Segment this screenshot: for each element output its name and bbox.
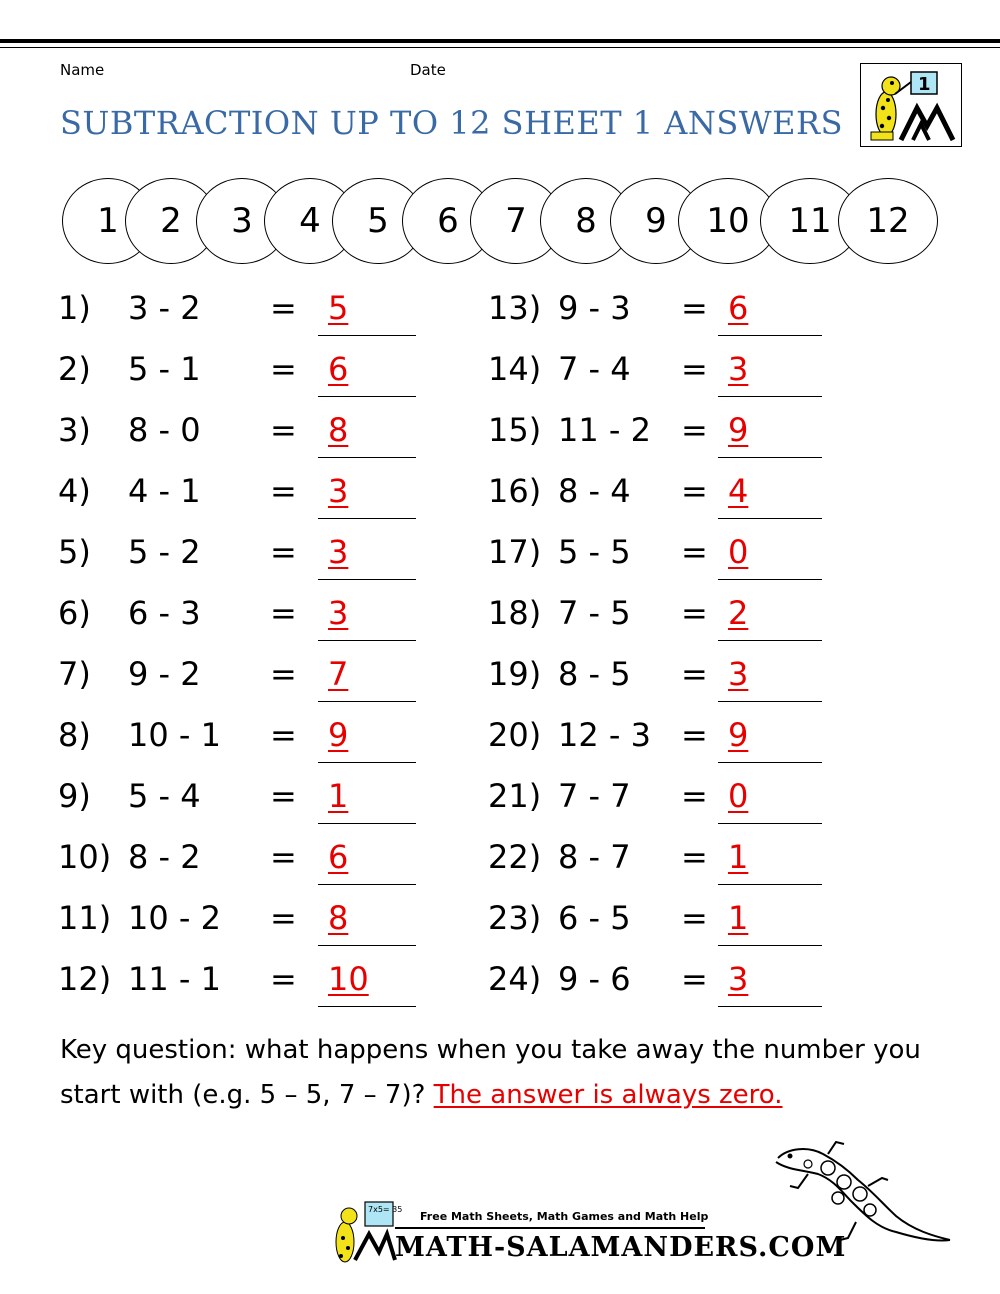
- answer-line: [318, 640, 416, 641]
- problem-row: [488, 349, 868, 389]
- problem-expression: 7 - 5: [558, 594, 631, 632]
- problem-number: 9): [58, 777, 91, 815]
- problem-answer: 8: [328, 899, 349, 937]
- problem-row: [488, 898, 868, 938]
- problem-number: 2): [58, 350, 91, 388]
- problem-row: [488, 532, 868, 572]
- problem-row: [488, 837, 868, 877]
- problem-row: [488, 654, 868, 694]
- equals-sign: =: [681, 350, 708, 388]
- problem-row: [58, 959, 438, 999]
- top-rule-thick: [0, 39, 1000, 43]
- salamander-logo-icon: [860, 63, 962, 147]
- problem-answer: 0: [728, 533, 749, 571]
- problem-number: 18): [488, 594, 542, 632]
- problem-expression: 11 - 1: [128, 960, 221, 998]
- number-line-item: 9: [610, 178, 702, 264]
- problem-row: [58, 898, 438, 938]
- problem-number: 7): [58, 655, 91, 693]
- problem-number: 14): [488, 350, 542, 388]
- problem-row: [488, 471, 868, 511]
- equals-sign: =: [270, 350, 297, 388]
- problem-number: 16): [488, 472, 542, 510]
- answer-line: [718, 884, 822, 885]
- problem-answer: 6: [728, 289, 749, 327]
- problem-expression: 9 - 6: [558, 960, 631, 998]
- key-question-answer: The answer is always zero.: [433, 1080, 783, 1110]
- problem-expression: 5 - 5: [558, 533, 631, 571]
- problem-expression: 6 - 5: [558, 899, 631, 937]
- problem-number: 5): [58, 533, 91, 571]
- name-label: Name: [60, 61, 105, 79]
- equals-sign: =: [270, 655, 297, 693]
- number-line-item: 10: [678, 178, 778, 264]
- problem-answer: 2: [728, 594, 749, 632]
- equals-sign: =: [681, 472, 708, 510]
- problem-row: [58, 593, 438, 633]
- problem-number: 15): [488, 411, 542, 449]
- equals-sign: =: [270, 777, 297, 815]
- problem-number: 22): [488, 838, 542, 876]
- problem-expression: 10 - 1: [128, 716, 221, 754]
- problem-number: 23): [488, 899, 542, 937]
- answer-line: [718, 640, 822, 641]
- equals-sign: =: [681, 533, 708, 571]
- equals-sign: =: [270, 289, 297, 327]
- problem-expression: 5 - 4: [128, 777, 201, 815]
- number-line-item: 7: [470, 178, 562, 264]
- answer-line: [718, 457, 822, 458]
- equals-sign: =: [681, 716, 708, 754]
- problem-row: [58, 776, 438, 816]
- problem-row: [58, 837, 438, 877]
- problem-number: 4): [58, 472, 91, 510]
- equals-sign: =: [270, 899, 297, 937]
- problem-expression: 9 - 2: [128, 655, 201, 693]
- problem-answer: 3: [328, 594, 349, 632]
- problem-number: 3): [58, 411, 91, 449]
- equals-sign: =: [270, 594, 297, 632]
- problem-row: [58, 654, 438, 694]
- problem-number: 13): [488, 289, 542, 327]
- problem-answer: 1: [328, 777, 349, 815]
- problem-number: 24): [488, 960, 542, 998]
- number-line-item: 11: [760, 178, 860, 264]
- number-line-item: 2: [125, 178, 217, 264]
- footer-brand: MATH-SALAMANDERS.COM: [395, 1232, 847, 1263]
- number-line-item: 1: [62, 178, 154, 264]
- answer-line: [718, 823, 822, 824]
- problem-row: [488, 593, 868, 633]
- number-line-item: 5: [332, 178, 424, 264]
- answer-line: [318, 396, 416, 397]
- date-label: Date: [410, 61, 446, 79]
- problem-number: 10): [58, 838, 112, 876]
- problem-number: 20): [488, 716, 542, 754]
- answer-line: [718, 579, 822, 580]
- problem-number: 11): [58, 899, 112, 937]
- equals-sign: =: [270, 838, 297, 876]
- problem-answer: 5: [328, 289, 349, 327]
- problem-answer: 0: [728, 777, 749, 815]
- problem-answer: 7: [328, 655, 349, 693]
- problem-answer: 1: [728, 838, 749, 876]
- footer-logo-text: 7x5= 35: [368, 1205, 403, 1214]
- number-line-item: 3: [196, 178, 288, 264]
- problem-expression: 8 - 0: [128, 411, 201, 449]
- top-rule-thin: [0, 47, 1000, 48]
- problem-answer: 3: [728, 960, 749, 998]
- number-line-item: 6: [402, 178, 494, 264]
- logo-badge: 1: [918, 74, 931, 95]
- answer-line: [718, 1006, 822, 1007]
- problem-row: [58, 349, 438, 389]
- problem-answer: 9: [728, 716, 749, 754]
- problem-expression: 12 - 3: [558, 716, 651, 754]
- answer-line: [318, 335, 416, 336]
- problem-answer: 9: [728, 411, 749, 449]
- number-line-item: 12: [838, 178, 938, 264]
- equals-sign: =: [270, 533, 297, 571]
- number-line-item: 8: [540, 178, 632, 264]
- problem-number: 1): [58, 289, 91, 327]
- problem-expression: 9 - 3: [558, 289, 631, 327]
- problem-expression: 11 - 2: [558, 411, 651, 449]
- answer-line: [318, 1006, 416, 1007]
- problem-row: [488, 288, 868, 328]
- problem-expression: 7 - 4: [558, 350, 631, 388]
- problem-number: 21): [488, 777, 542, 815]
- problem-number: 17): [488, 533, 542, 571]
- number-line-item: 4: [264, 178, 356, 264]
- equals-sign: =: [681, 899, 708, 937]
- footer-tagline: Free Math Sheets, Math Games and Math Help: [420, 1210, 709, 1223]
- problem-number: 8): [58, 716, 91, 754]
- problem-expression: 3 - 2: [128, 289, 201, 327]
- footer-divider: [395, 1227, 705, 1229]
- equals-sign: =: [270, 716, 297, 754]
- problem-number: 12): [58, 960, 112, 998]
- problem-expression: 10 - 2: [128, 899, 221, 937]
- problem-expression: 4 - 1: [128, 472, 201, 510]
- problem-expression: 8 - 7: [558, 838, 631, 876]
- answer-line: [718, 945, 822, 946]
- equals-sign: =: [270, 960, 297, 998]
- problem-expression: 5 - 1: [128, 350, 201, 388]
- problem-row: [488, 410, 868, 450]
- answer-line: [318, 945, 416, 946]
- problem-row: [488, 776, 868, 816]
- footer-logo-icon: [325, 1200, 403, 1270]
- key-question-text: Key question: what happens when you take away the number you start with (e.g. 5 – 5, 7 – 7)?: [60, 1035, 921, 1110]
- problem-row: [58, 471, 438, 511]
- problem-expression: 5 - 2: [128, 533, 201, 571]
- problem-number: 6): [58, 594, 91, 632]
- problem-answer: 3: [328, 472, 349, 510]
- answer-line: [318, 457, 416, 458]
- problem-row: [58, 532, 438, 572]
- problem-row: [58, 410, 438, 450]
- problem-row: [488, 959, 868, 999]
- answer-line: [318, 762, 416, 763]
- answer-line: [318, 518, 416, 519]
- problem-expression: 6 - 3: [128, 594, 201, 632]
- problem-answer: 4: [728, 472, 749, 510]
- answer-line: [718, 518, 822, 519]
- problem-answer: 10: [328, 960, 369, 998]
- problem-answer: 9: [328, 716, 349, 754]
- answer-line: [318, 579, 416, 580]
- answer-line: [718, 335, 822, 336]
- equals-sign: =: [681, 289, 708, 327]
- problem-row: [58, 288, 438, 328]
- problem-row: [58, 715, 438, 755]
- problem-answer: 3: [328, 533, 349, 571]
- key-question: [60, 1028, 960, 1118]
- problem-answer: 1: [728, 899, 749, 937]
- problem-answer: 6: [328, 838, 349, 876]
- answer-line: [718, 762, 822, 763]
- problem-expression: 8 - 5: [558, 655, 631, 693]
- equals-sign: =: [681, 655, 708, 693]
- problem-expression: 7 - 7: [558, 777, 631, 815]
- problem-number: 19): [488, 655, 542, 693]
- number-line: [0, 170, 1000, 270]
- answer-line: [318, 884, 416, 885]
- problem-answer: 3: [728, 350, 749, 388]
- answer-line: [318, 823, 416, 824]
- problem-answer: 3: [728, 655, 749, 693]
- answer-line: [718, 701, 822, 702]
- problem-row: [488, 715, 868, 755]
- answer-line: [318, 701, 416, 702]
- problem-expression: 8 - 4: [558, 472, 631, 510]
- problem-expression: 8 - 2: [128, 838, 201, 876]
- equals-sign: =: [681, 960, 708, 998]
- equals-sign: =: [681, 777, 708, 815]
- page-title: SUBTRACTION UP TO 12 SHEET 1 ANSWERS: [60, 104, 844, 142]
- equals-sign: =: [681, 594, 708, 632]
- equals-sign: =: [681, 838, 708, 876]
- answer-line: [718, 396, 822, 397]
- problem-answer: 6: [328, 350, 349, 388]
- problem-answer: 8: [328, 411, 349, 449]
- equals-sign: =: [681, 411, 708, 449]
- equals-sign: =: [270, 411, 297, 449]
- equals-sign: =: [270, 472, 297, 510]
